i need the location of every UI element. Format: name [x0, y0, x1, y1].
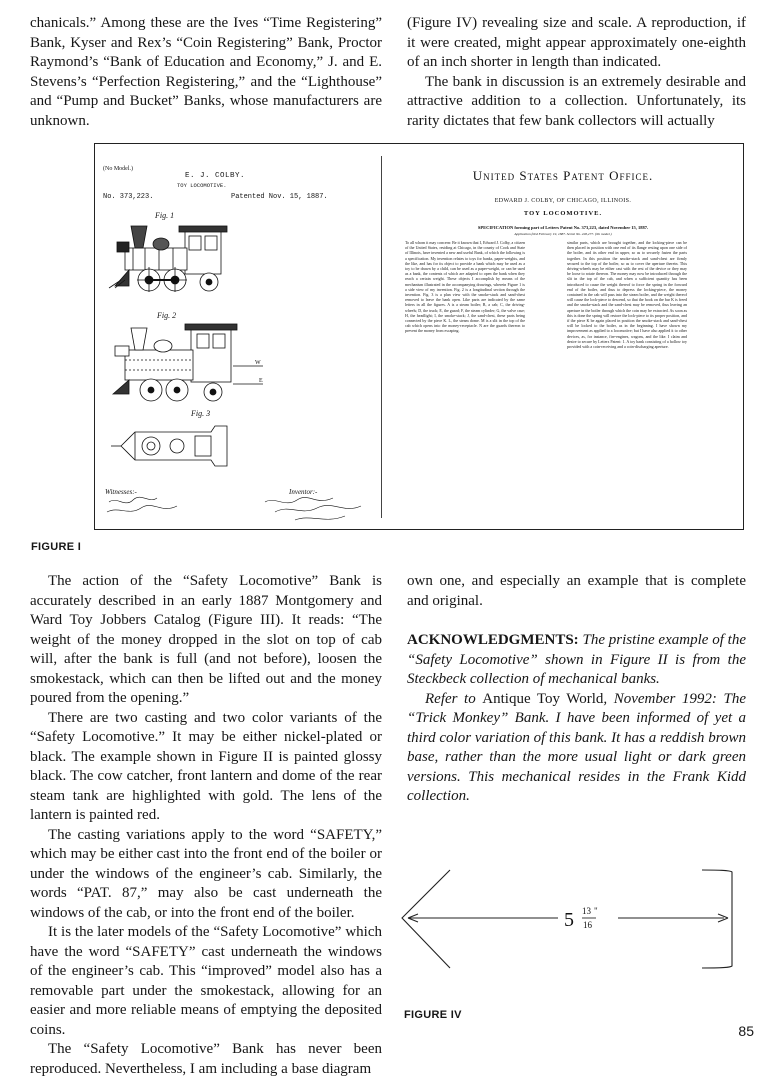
patent-text-column-a: To all whom it may concern: Be it known that I, Edward J. Colby, a citizen of the United States, residing at Chicago, in the county of Cook and State of Illinois, have invented a new and useful Bank, of which the following is a specification. My invention relates to toys for banks, paper-weights, and the like, and has for its object to provide a bank which may be used as a toy to be drawn by a child, can be used as a paper-weight, or can be used as a bank, the contents of which are adapted to open the bank when they reach a certain weight. These objects I accomplish by means of the mechanism illustrated in the accompanying drawings, wherein Figure 1 is a side view of my invention. Fig. 2 is a longitudinal section through the invention. Fig. 3 is a plan view with the smoke-stack and sand-chest removed to leave the bank open. Like parts are indicated by the same letters in all the figures. A is a steam boiler; B, a cab; C, the driving-wheels; D, the truck; E, the guard; F, the steam cylinder; G, the valve case; H, the headlight; I, the smoke-stack; J, the sand-chest, these parts being connected by the piece K. L, the steam dome. M is a slit in the top of the cab which opens into the money-receptacle. N are the guards thereon to prevent the money from escaping.: [405, 240, 525, 334]
invention-title: TOY LOCOMOTIVE.: [523, 210, 603, 217]
fig-1-locomotive-side: [109, 226, 227, 292]
specification-line: SPECIFICATION forming part of Letters Patent No. 373,223, dated November 15, 1887.: [477, 225, 649, 230]
measure-unit: ": [594, 906, 598, 916]
paragraph: (Figure IV) revealing size and scale. A reproduction, if it were created, might appear approximately one-eighth of an inch shorter in length than indicated.: [407, 15, 746, 70]
svg-text:E: E: [259, 378, 263, 384]
paragraph: own one, and especially an example that is complete and original.: [407, 573, 746, 609]
paragraph: It is the later models of the “Safety Locomotive” which have the word “SAFETY” cast underneath the windows of the engineer’s cab. This “improved” model also has a removable part under the smokestack, allowing for an easier and more reliable means of emptying the deposited coins.: [30, 924, 382, 1038]
paragraph: There are two casting and two color variants of the “Safety Locomotive.” It may be either nickel-plated or black. The example shown in Figure II is painted glossy black. The cow catcher, front lantern and dome of the rear steam tank are highlighted with gold. The lens of the lantern is painted red.: [30, 709, 382, 823]
acknowledgments-heading: ACKNOWLEDGMENTS:: [407, 632, 579, 648]
inventor-label: Inventor:-: [289, 488, 318, 496]
figure-4-caption: FIGURE IV: [404, 1009, 462, 1021]
paragraph: The “Safety Locomotive” Bank has never been reproduced. Nevertheless, I am including a base diagram: [30, 1041, 382, 1077]
drawing-inventor-name: E. J. COLBY.: [185, 172, 246, 180]
fig-3-label: Fig. 3: [191, 409, 211, 418]
acknowledgments-paragraph: [407, 631, 746, 690]
patent-office-heading: United States Patent Office.: [472, 168, 654, 183]
paragraph: chanicals.” Among these are the Ives “Time Registering” Bank, Kyser and Rex’s “Coin Registering” Bank, Proctor Raymond’s “Bank of Education and Economy,” J. and E. Stevens’s “Perfection Registering,” and the “Lighthouse” and “Pump and Bucket” Banks, whose manufacturers are unknown.: [30, 15, 382, 129]
top-left-column: [30, 14, 382, 131]
witnesses-label: Witnesses:-: [105, 488, 137, 496]
column-divider: [381, 156, 382, 518]
figure-4-base-diagram: [398, 856, 746, 1006]
fig-2-locomotive-section: [113, 324, 263, 401]
patent-specification: [391, 162, 735, 236]
fig-1-label: Fig. 1: [155, 211, 175, 220]
page-number: 85: [738, 1023, 754, 1039]
refer-text: , November 1992: The “Trick Monkey” Bank. I have been informed of yet a third color variation of this bank. It has a reddish brown base, rather than the more usual light or dark green versions. This mechanical resides in the Frank Kidd collection.: [407, 690, 746, 804]
bottom-right-column: [407, 572, 746, 807]
drawing-patent-number: No. 373,223.: [103, 193, 154, 201]
measure-numerator: 13: [582, 906, 591, 916]
refer-publication: Antique Toy World: [482, 690, 604, 707]
figure-1-caption: FIGURE I: [31, 541, 82, 553]
patent-text-column-b: similar parts, which are brought together, and the locking-piece can be then placed in position with one end of its flange resting upon one side of the boiler, and its other end in upper, so as to securely fasten the parts together. In this position the smoke-stack and sand-chest are firmly secured to the top of the boiler, so as to cover the aperture therein. This driving-wheels may be either cast with the rest of the device or they may be loose to rotate thereon. The money may now be introduced through the slit in the top of the cab, and when a sufficient quantity has been introduced to cause the weight thereof to force the spring in the forward end of the boiler, and thus to depress the locking-piece, the money contained in the cab will pass into the steam boiler, and the weight thereof will cause the lock-piece to descend, so that the hook on the bar K is freed and the smoke-stack and the sand-chest may be removed, thus leaving an aperture in the boiler through which the coin may be extracted. As soon as this is done the spring will restore the lock-piece to its proper position, and if the piece K be again placed in position the smoke-stack and sand-chest will be locked to the boiler, as in the beginning. I have shown my improvement as applied to a locomotive; but I have also applied it to other devices, as, for instance, fire-engines, wagons, and the like. I claim and desire to secure by Letters Patent: 1. A toy bank consisting of a hollow toy provided with a coin-receiving and a coin-discharging aperture.: [567, 240, 687, 350]
drawing-no-model: (No Model.): [103, 166, 133, 172]
measure-whole: 5: [564, 909, 574, 931]
paragraph: The bank in discussion is an extremely desirable and attractive addition to a collection. Unfortunately, its rarity dictates that few bank collectors will actually: [407, 73, 746, 129]
refer-prefix: Refer to: [425, 690, 483, 707]
drawing-patented-date: Patented Nov. 15, 1887.: [231, 193, 328, 201]
fig-3-locomotive-plan: [111, 426, 227, 466]
svg-text:W: W: [255, 360, 261, 366]
refer-paragraph: [407, 690, 746, 807]
drawing-title: TOY LOCOMOTIVE.: [177, 182, 227, 189]
acknowledgments-text: The pristine example of the “Safety Locomotive” shown in Figure II is from the Steckbeck collection of mechanical banks.: [407, 632, 746, 687]
base-outline-right: [702, 870, 732, 968]
top-right-column: [407, 14, 746, 131]
locomotive-drawings: [95, 144, 381, 529]
signatures: [107, 497, 361, 520]
fig-2-label: Fig. 2: [157, 311, 177, 320]
patentee: EDWARD J. COLBY, OF CHICAGO, ILLINOIS.: [494, 198, 632, 204]
application-line: Application filed February 19, 1887. Serial No. 228,277. (No model.): [514, 232, 612, 236]
figure-1-patent: [94, 143, 744, 530]
bottom-left-column: [30, 572, 382, 1079]
measure-denominator: 16: [583, 920, 592, 930]
paragraph: The casting variations apply to the word “SAFETY,” which may be either cast into the front end of the boiler or under the windows of the engineer’s cab. Similarly, the words “PAT. 87,” may also be cast underneath the windows of the cab, or into the front end of the boiler.: [30, 826, 382, 921]
paragraph: The action of the “Safety Locomotive” Bank is accurately described in an early 1887 Montgomery and Ward Toy Jobbers Catalog (Figure III). It reads: “The weight of the money dropped in the slot on top of cab will, after the bank is full (and not before), loosen the smokestack, which can then be lifted out and the money poured from the opening.”: [30, 573, 382, 706]
